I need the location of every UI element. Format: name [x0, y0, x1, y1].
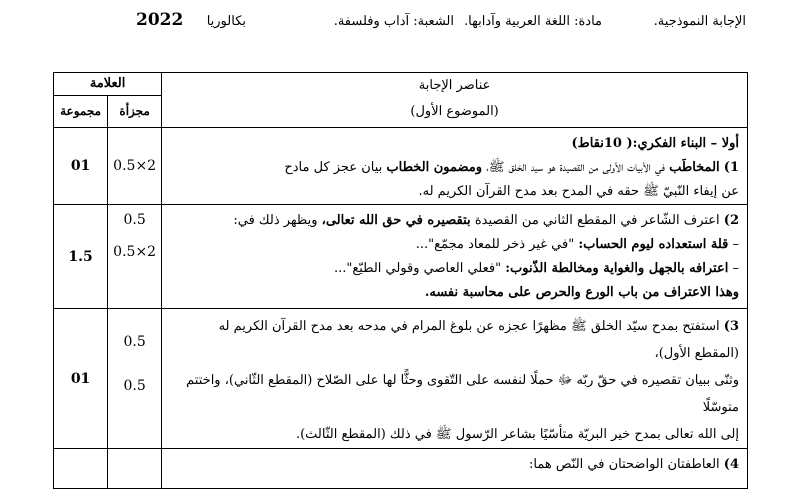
q2-item1: – قلة استعداده ليوم الحساب: "في غير ذخر للمعاد مجمّع"...: [415, 237, 739, 252]
q4-line1: 4) العاطفتان الواضحتان في النّص هما:: [529, 457, 739, 472]
q4-partial: [108, 449, 162, 489]
q2-line1: 2) اعترف الشّاعر في المقطع الثاني من القصيدة بتقصيره في حق الله تعالى، ويظهر ذلك في:: [233, 213, 739, 228]
branch: الشعبة: آداب وفلسفة.: [333, 14, 454, 29]
q1-line2: عن إيفاء النّبيّ ﷺ حقه في المدح بعد مدح القرآن الكريم له.: [418, 184, 739, 199]
q2-total: 1.5: [54, 205, 108, 309]
table-row: [54, 309, 748, 449]
mark-header: العلامة: [54, 73, 162, 96]
answer-q2: [162, 205, 748, 309]
q2-item2: – اعترافه بالجهل والغواية ومخالطة الذّنوب: "فعلي العاصي وقولي الطيّع"...: [333, 261, 739, 276]
exam-header: [0, 10, 792, 38]
answer-table: [53, 72, 748, 489]
q1-partial: 2×0.5: [108, 128, 162, 205]
q3-partial-1: 0.5: [123, 334, 146, 350]
q3-total: 01: [54, 309, 108, 449]
q2-partials: [108, 205, 162, 309]
q3-line1: 3) استفتح بمدح سيّد الخلق ﷺ مظهرًا عجزه عن بلوغ المرام في مدحه بعد مدح القرآن الكريم له (المقطع الأول)،: [218, 319, 739, 361]
partial-header: مجزأة: [108, 96, 162, 128]
q2-partial-1: 0.5: [123, 212, 146, 228]
q4-total: [54, 449, 108, 489]
answer-q4: [162, 449, 748, 489]
topic-title: (الموضوع الأول): [410, 104, 499, 119]
q1-total: 01: [54, 128, 108, 205]
answer-header: [162, 73, 748, 128]
q2-conclusion: وهذا الاعتراف من باب الورع والحرص على محاسبة نفسه.: [424, 285, 739, 300]
q2-partial-2: 2×0.5: [113, 244, 157, 260]
table-row: [54, 449, 748, 489]
exam-name: بكالوريا: [206, 14, 246, 29]
exam-year: 2022: [136, 10, 184, 30]
section-title: أولا – البناء الفكري:( 10نقاط): [571, 136, 739, 151]
q3-line2: وثنّى ببيان تقصيره في حقّ ربّه ﷻ حملًا لنفسه على التّقوى وحثًّا لها على الصّلاح (المقطع الثّاني)، واختتم متوسّلًا: [186, 373, 739, 415]
answer-q3: [162, 309, 748, 449]
table-row: [54, 205, 748, 309]
q3-partial-2: 0.5: [123, 378, 146, 394]
q1-line1: 1) المخاطَب في الأبيات الأولى من القصيدة هو سيد الخلق ﷺ، ومضمون الخطاب بيان عجز كل مادح: [284, 160, 739, 175]
q3-partials: [108, 309, 162, 449]
doc-type: الإجابة النموذجية.: [653, 14, 746, 29]
total-header: مجموعة: [54, 96, 108, 128]
q3-line3: إلى الله تعالى بمدح خير البريّة متأسّيًا بشاعر الرّسول ﷺ في ذلك (المقطع الثّالث).: [295, 427, 739, 442]
answer-q1: [162, 128, 748, 205]
subject: مادة: اللغة العربية وآدابها.: [464, 14, 602, 29]
answer-title: عناصر الإجابة: [418, 78, 491, 93]
table-row: [54, 128, 748, 205]
